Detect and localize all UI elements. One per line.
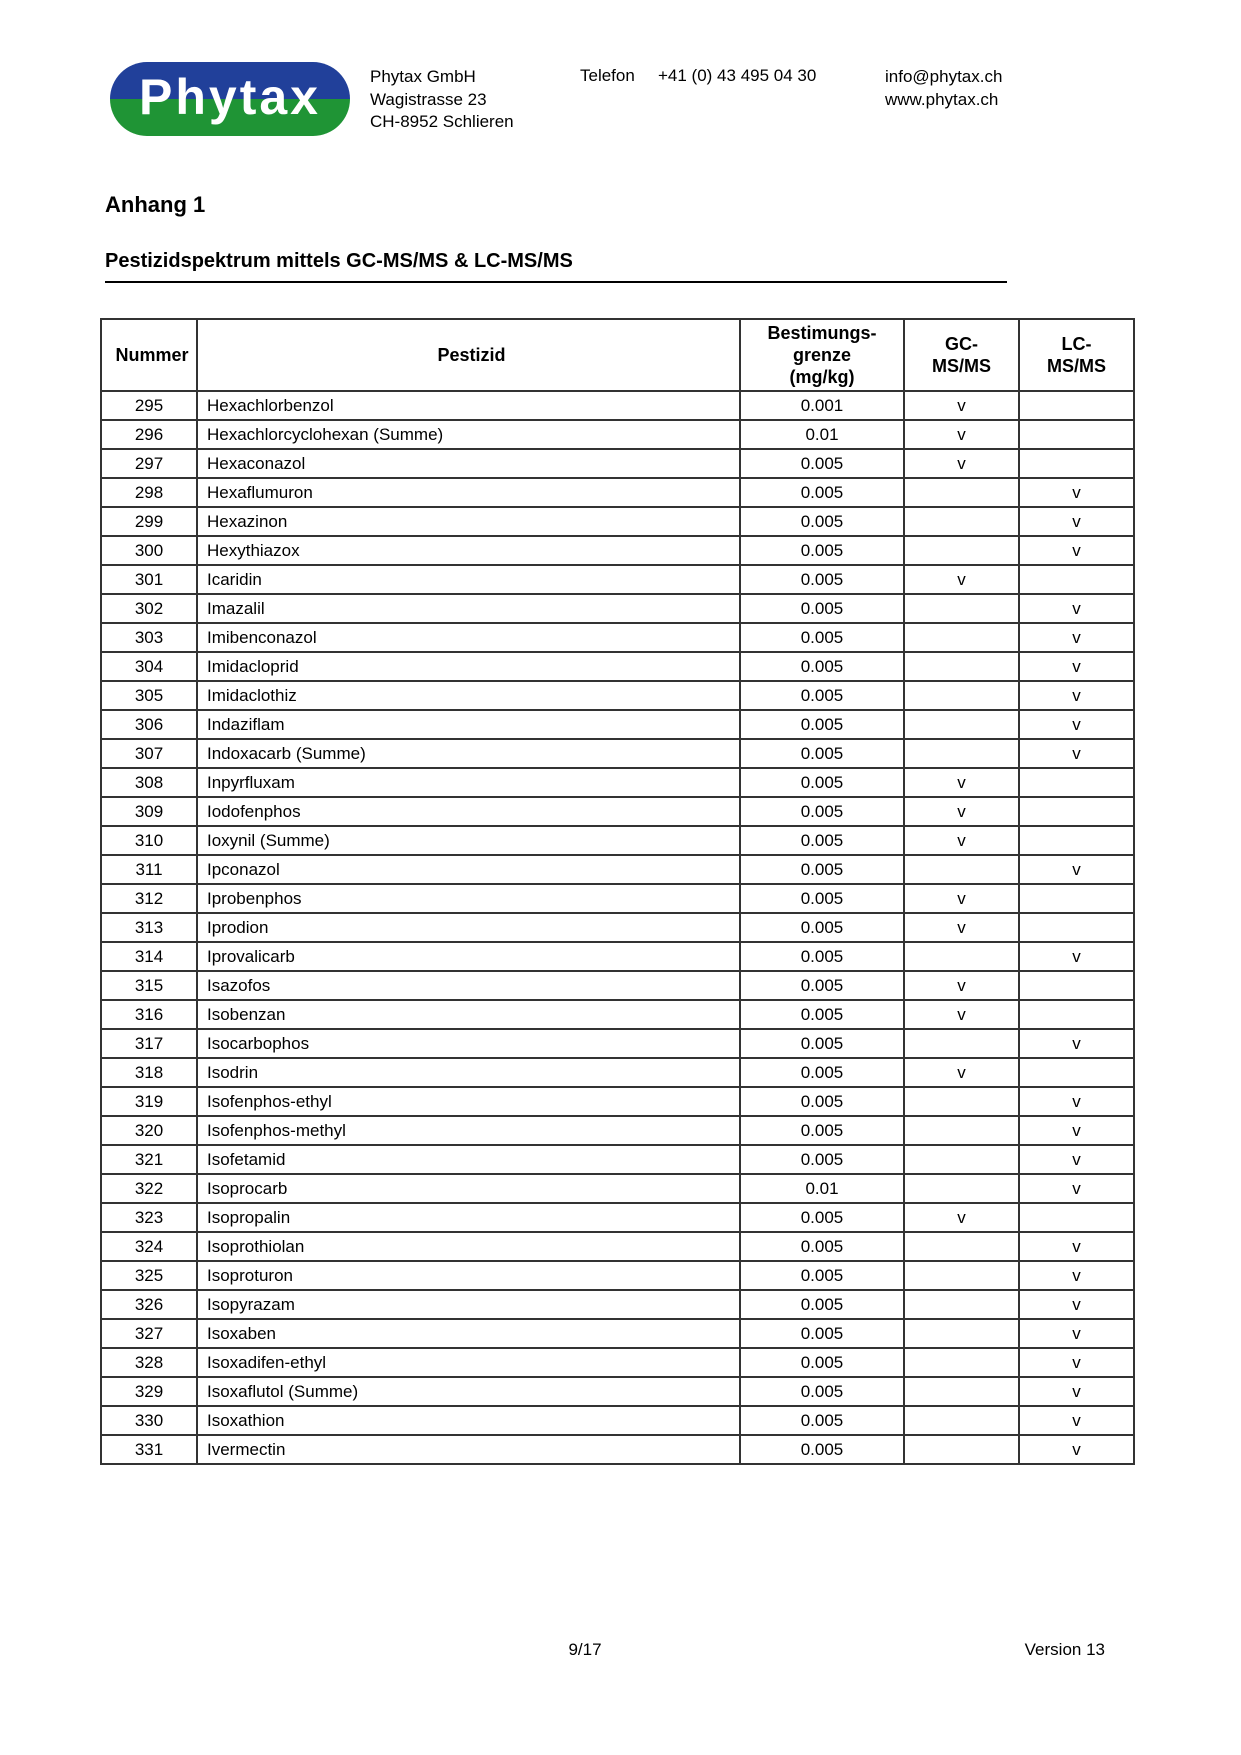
cell-pestizid: Ivermectin (197, 1435, 740, 1464)
cell-nummer: 300 (101, 536, 197, 565)
company-street: Wagistrasse 23 (370, 89, 487, 109)
cell-grenze: 0.005 (740, 536, 904, 565)
page-number: 9/17 (568, 1640, 602, 1659)
table-row (101, 884, 1134, 913)
cell-grenze: 0.005 (740, 1348, 904, 1377)
cell-pestizid: Iodofenphos (197, 797, 740, 826)
cell-pestizid: Isoxathion (197, 1406, 740, 1435)
cell-nummer: 299 (101, 507, 197, 536)
cell-lc-mark: v (1019, 536, 1134, 565)
cell-gc-mark (904, 1232, 1019, 1261)
cell-pestizid: Ioxynil (Summe) (197, 826, 740, 855)
cell-gc-mark (904, 507, 1019, 536)
phone-number: +41 (0) 43 495 04 30 (658, 66, 817, 85)
cell-gc-mark: v (904, 884, 1019, 913)
table-row (101, 536, 1134, 565)
cell-grenze: 0.005 (740, 594, 904, 623)
cell-grenze: 0.005 (740, 1000, 904, 1029)
cell-pestizid: Isoprocarb (197, 1174, 740, 1203)
header-bestimmungsgrenze: Bestimungs- grenze (mg/kg) (740, 319, 904, 391)
cell-gc-mark (904, 1406, 1019, 1435)
cell-lc-mark (1019, 797, 1134, 826)
phone-label: Telefon (580, 66, 635, 85)
cell-nummer: 305 (101, 681, 197, 710)
table-row (101, 565, 1134, 594)
email-address: info@phytax.ch (885, 67, 1003, 86)
cell-nummer: 326 (101, 1290, 197, 1319)
company-city: CH-8952 Schlieren (370, 112, 514, 131)
cell-gc-mark (904, 1435, 1019, 1464)
cell-nummer: 295 (101, 391, 197, 420)
table-row (101, 739, 1134, 768)
cell-gc-mark (904, 942, 1019, 971)
table-row (101, 1435, 1134, 1464)
cell-nummer: 323 (101, 1203, 197, 1232)
cell-lc-mark: v (1019, 942, 1134, 971)
table-row (101, 1029, 1134, 1058)
cell-nummer: 320 (101, 1116, 197, 1145)
cell-grenze: 0.005 (740, 507, 904, 536)
cell-lc-mark: v (1019, 739, 1134, 768)
table-row (101, 1319, 1134, 1348)
cell-grenze: 0.005 (740, 884, 904, 913)
cell-gc-mark: v (904, 797, 1019, 826)
cell-grenze: 0.005 (740, 1203, 904, 1232)
cell-gc-mark (904, 1377, 1019, 1406)
cell-pestizid: Imibenconazol (197, 623, 740, 652)
cell-pestizid: Isoproturon (197, 1261, 740, 1290)
company-address-block (370, 66, 514, 134)
cell-nummer: 304 (101, 652, 197, 681)
cell-nummer: 325 (101, 1261, 197, 1290)
cell-pestizid: Hexaconazol (197, 449, 740, 478)
cell-gc-mark (904, 1087, 1019, 1116)
cell-lc-mark (1019, 1058, 1134, 1087)
page-subtitle: Pestizidspektrum mittels GC-MS/MS & LC-MS/MS (105, 250, 573, 272)
cell-lc-mark (1019, 826, 1134, 855)
cell-pestizid: Isopyrazam (197, 1290, 740, 1319)
cell-grenze: 0.005 (740, 1232, 904, 1261)
cell-gc-mark (904, 710, 1019, 739)
cell-lc-mark: v (1019, 507, 1134, 536)
cell-gc-mark (904, 594, 1019, 623)
cell-grenze: 0.005 (740, 1290, 904, 1319)
table-header-row (101, 319, 1134, 391)
cell-pestizid: Isopropalin (197, 1203, 740, 1232)
cell-nummer: 311 (101, 855, 197, 884)
cell-gc-mark: v (904, 420, 1019, 449)
cell-grenze: 0.005 (740, 797, 904, 826)
cell-pestizid: Isoprothiolan (197, 1232, 740, 1261)
cell-nummer: 297 (101, 449, 197, 478)
header-lc-msms: LC- MS/MS (1019, 319, 1134, 391)
table-row (101, 913, 1134, 942)
cell-pestizid: Isofenphos-methyl (197, 1116, 740, 1145)
table-row (101, 1290, 1134, 1319)
cell-gc-mark: v (904, 971, 1019, 1000)
cell-nummer: 328 (101, 1348, 197, 1377)
cell-nummer: 318 (101, 1058, 197, 1087)
cell-gc-mark (904, 1261, 1019, 1290)
cell-pestizid: Isofetamid (197, 1145, 740, 1174)
table-row (101, 652, 1134, 681)
cell-gc-mark: v (904, 913, 1019, 942)
cell-grenze: 0.005 (740, 1377, 904, 1406)
cell-nummer: 317 (101, 1029, 197, 1058)
cell-nummer: 330 (101, 1406, 197, 1435)
cell-pestizid: Indoxacarb (Summe) (197, 739, 740, 768)
cell-nummer: 301 (101, 565, 197, 594)
cell-lc-mark: v (1019, 1377, 1134, 1406)
cell-nummer: 309 (101, 797, 197, 826)
table-row (101, 971, 1134, 1000)
cell-lc-mark (1019, 1000, 1134, 1029)
pesticide-table-body (101, 391, 1134, 1464)
cell-lc-mark: v (1019, 681, 1134, 710)
cell-grenze: 0.01 (740, 1174, 904, 1203)
cell-grenze: 0.005 (740, 1029, 904, 1058)
cell-lc-mark: v (1019, 1261, 1134, 1290)
cell-pestizid: Isocarbophos (197, 1029, 740, 1058)
cell-lc-mark (1019, 565, 1134, 594)
cell-gc-mark (904, 1319, 1019, 1348)
table-row (101, 1087, 1134, 1116)
cell-gc-mark (904, 1290, 1019, 1319)
cell-pestizid: Imidacloprid (197, 652, 740, 681)
cell-pestizid: Imidaclothiz (197, 681, 740, 710)
cell-nummer: 315 (101, 971, 197, 1000)
table-row (101, 1058, 1134, 1087)
cell-nummer: 312 (101, 884, 197, 913)
cell-nummer: 298 (101, 478, 197, 507)
cell-lc-mark (1019, 971, 1134, 1000)
cell-pestizid: Isobenzan (197, 1000, 740, 1029)
cell-nummer: 324 (101, 1232, 197, 1261)
cell-grenze: 0.005 (740, 710, 904, 739)
cell-pestizid: Hexazinon (197, 507, 740, 536)
table-row (101, 1145, 1134, 1174)
cell-gc-mark (904, 623, 1019, 652)
table-row (101, 478, 1134, 507)
cell-nummer: 321 (101, 1145, 197, 1174)
cell-pestizid: Hexachlorbenzol (197, 391, 740, 420)
table-row (101, 449, 1134, 478)
cell-grenze: 0.001 (740, 391, 904, 420)
cell-lc-mark (1019, 1203, 1134, 1232)
cell-grenze: 0.005 (740, 971, 904, 1000)
logo-text: Phytax (139, 69, 321, 125)
cell-gc-mark: v (904, 449, 1019, 478)
table-row (101, 1348, 1134, 1377)
cell-nummer: 302 (101, 594, 197, 623)
cell-pestizid: Isazofos (197, 971, 740, 1000)
cell-pestizid: Ipconazol (197, 855, 740, 884)
cell-lc-mark: v (1019, 1116, 1134, 1145)
cell-nummer: 331 (101, 1435, 197, 1464)
cell-grenze: 0.005 (740, 652, 904, 681)
cell-pestizid: Isofenphos-ethyl (197, 1087, 740, 1116)
header-gc-msms: GC- MS/MS (904, 319, 1019, 391)
cell-grenze: 0.005 (740, 1406, 904, 1435)
table-row (101, 1000, 1134, 1029)
cell-nummer: 310 (101, 826, 197, 855)
cell-pestizid: Isodrin (197, 1058, 740, 1087)
cell-gc-mark (904, 1116, 1019, 1145)
cell-gc-mark (904, 1348, 1019, 1377)
cell-pestizid: Hexaflumuron (197, 478, 740, 507)
table-row (101, 623, 1134, 652)
cell-grenze: 0.005 (740, 1261, 904, 1290)
cell-grenze: 0.005 (740, 1058, 904, 1087)
table-row (101, 1406, 1134, 1435)
cell-lc-mark: v (1019, 1319, 1134, 1348)
cell-gc-mark: v (904, 391, 1019, 420)
cell-grenze: 0.005 (740, 942, 904, 971)
cell-pestizid: Hexachlorcyclohexan (Summe) (197, 420, 740, 449)
cell-grenze: 0.005 (740, 1087, 904, 1116)
cell-lc-mark: v (1019, 478, 1134, 507)
cell-gc-mark (904, 478, 1019, 507)
cell-lc-mark: v (1019, 855, 1134, 884)
cell-nummer: 296 (101, 420, 197, 449)
phytax-logo (110, 62, 350, 136)
cell-pestizid: Iprovalicarb (197, 942, 740, 971)
cell-gc-mark (904, 855, 1019, 884)
cell-pestizid: Iprobenphos (197, 884, 740, 913)
cell-nummer: 319 (101, 1087, 197, 1116)
table-row (101, 797, 1134, 826)
cell-grenze: 0.005 (740, 623, 904, 652)
cell-lc-mark: v (1019, 1435, 1134, 1464)
cell-lc-mark (1019, 449, 1134, 478)
cell-nummer: 307 (101, 739, 197, 768)
cell-nummer: 329 (101, 1377, 197, 1406)
header-nummer: Nummer (101, 319, 197, 391)
cell-grenze: 0.005 (740, 1116, 904, 1145)
cell-lc-mark: v (1019, 1029, 1134, 1058)
company-name: Phytax GmbH (370, 67, 476, 86)
table-row (101, 710, 1134, 739)
cell-lc-mark (1019, 884, 1134, 913)
contact-block (885, 66, 1002, 111)
cell-lc-mark: v (1019, 594, 1134, 623)
cell-gc-mark: v (904, 1000, 1019, 1029)
table-row (101, 768, 1134, 797)
cell-lc-mark: v (1019, 1406, 1134, 1435)
cell-nummer: 314 (101, 942, 197, 971)
cell-pestizid: Isoxaflutol (Summe) (197, 1377, 740, 1406)
table-row (101, 826, 1134, 855)
cell-nummer: 313 (101, 913, 197, 942)
cell-nummer: 322 (101, 1174, 197, 1203)
page-title: Anhang 1 (105, 192, 206, 217)
cell-pestizid: Isoxadifen-ethyl (197, 1348, 740, 1377)
cell-gc-mark (904, 739, 1019, 768)
cell-lc-mark: v (1019, 623, 1134, 652)
cell-pestizid: Isoxaben (197, 1319, 740, 1348)
table-row (101, 1116, 1134, 1145)
cell-grenze: 0.01 (740, 420, 904, 449)
cell-gc-mark (904, 652, 1019, 681)
table-row (101, 1203, 1134, 1232)
cell-lc-mark: v (1019, 1290, 1134, 1319)
table-row (101, 1232, 1134, 1261)
cell-nummer: 316 (101, 1000, 197, 1029)
website-url: www.phytax.ch (885, 89, 999, 109)
cell-gc-mark: v (904, 1058, 1019, 1087)
cell-pestizid: Indaziflam (197, 710, 740, 739)
cell-grenze: 0.005 (740, 681, 904, 710)
cell-grenze: 0.005 (740, 1145, 904, 1174)
cell-gc-mark: v (904, 768, 1019, 797)
cell-lc-mark: v (1019, 1348, 1134, 1377)
cell-pestizid: Inpyrfluxam (197, 768, 740, 797)
cell-lc-mark (1019, 420, 1134, 449)
cell-lc-mark: v (1019, 1145, 1134, 1174)
version-label: Version 13 (1024, 1640, 1105, 1659)
table-row (101, 420, 1134, 449)
cell-grenze: 0.005 (740, 913, 904, 942)
cell-lc-mark: v (1019, 1087, 1134, 1116)
cell-grenze: 0.005 (740, 739, 904, 768)
cell-lc-mark: v (1019, 1232, 1134, 1261)
cell-gc-mark (904, 681, 1019, 710)
cell-grenze: 0.005 (740, 855, 904, 884)
cell-grenze: 0.005 (740, 449, 904, 478)
cell-grenze: 0.005 (740, 826, 904, 855)
pesticide-table (100, 318, 1135, 1465)
cell-nummer: 303 (101, 623, 197, 652)
table-row (101, 1377, 1134, 1406)
cell-lc-mark (1019, 913, 1134, 942)
cell-gc-mark: v (904, 1203, 1019, 1232)
table-row (101, 391, 1134, 420)
cell-grenze: 0.005 (740, 1319, 904, 1348)
cell-grenze: 0.005 (740, 1435, 904, 1464)
cell-pestizid: Iprodion (197, 913, 740, 942)
cell-lc-mark: v (1019, 652, 1134, 681)
cell-gc-mark: v (904, 826, 1019, 855)
cell-gc-mark (904, 1029, 1019, 1058)
table-row (101, 681, 1134, 710)
cell-gc-mark (904, 1145, 1019, 1174)
cell-nummer: 306 (101, 710, 197, 739)
cell-lc-mark (1019, 391, 1134, 420)
table-row (101, 855, 1134, 884)
cell-gc-mark (904, 1174, 1019, 1203)
cell-grenze: 0.005 (740, 565, 904, 594)
table-row (101, 1261, 1134, 1290)
cell-pestizid: Hexythiazox (197, 536, 740, 565)
table-row (101, 942, 1134, 971)
table-row (101, 594, 1134, 623)
cell-grenze: 0.005 (740, 768, 904, 797)
table-row (101, 1174, 1134, 1203)
cell-nummer: 327 (101, 1319, 197, 1348)
subtitle-rule (105, 250, 1007, 283)
cell-pestizid: Imazalil (197, 594, 740, 623)
header-pestizid: Pestizid (197, 319, 740, 391)
cell-gc-mark: v (904, 565, 1019, 594)
cell-lc-mark (1019, 768, 1134, 797)
cell-nummer: 308 (101, 768, 197, 797)
cell-grenze: 0.005 (740, 478, 904, 507)
cell-gc-mark (904, 536, 1019, 565)
cell-lc-mark: v (1019, 1174, 1134, 1203)
cell-pestizid: Icaridin (197, 565, 740, 594)
table-row (101, 507, 1134, 536)
cell-lc-mark: v (1019, 710, 1134, 739)
